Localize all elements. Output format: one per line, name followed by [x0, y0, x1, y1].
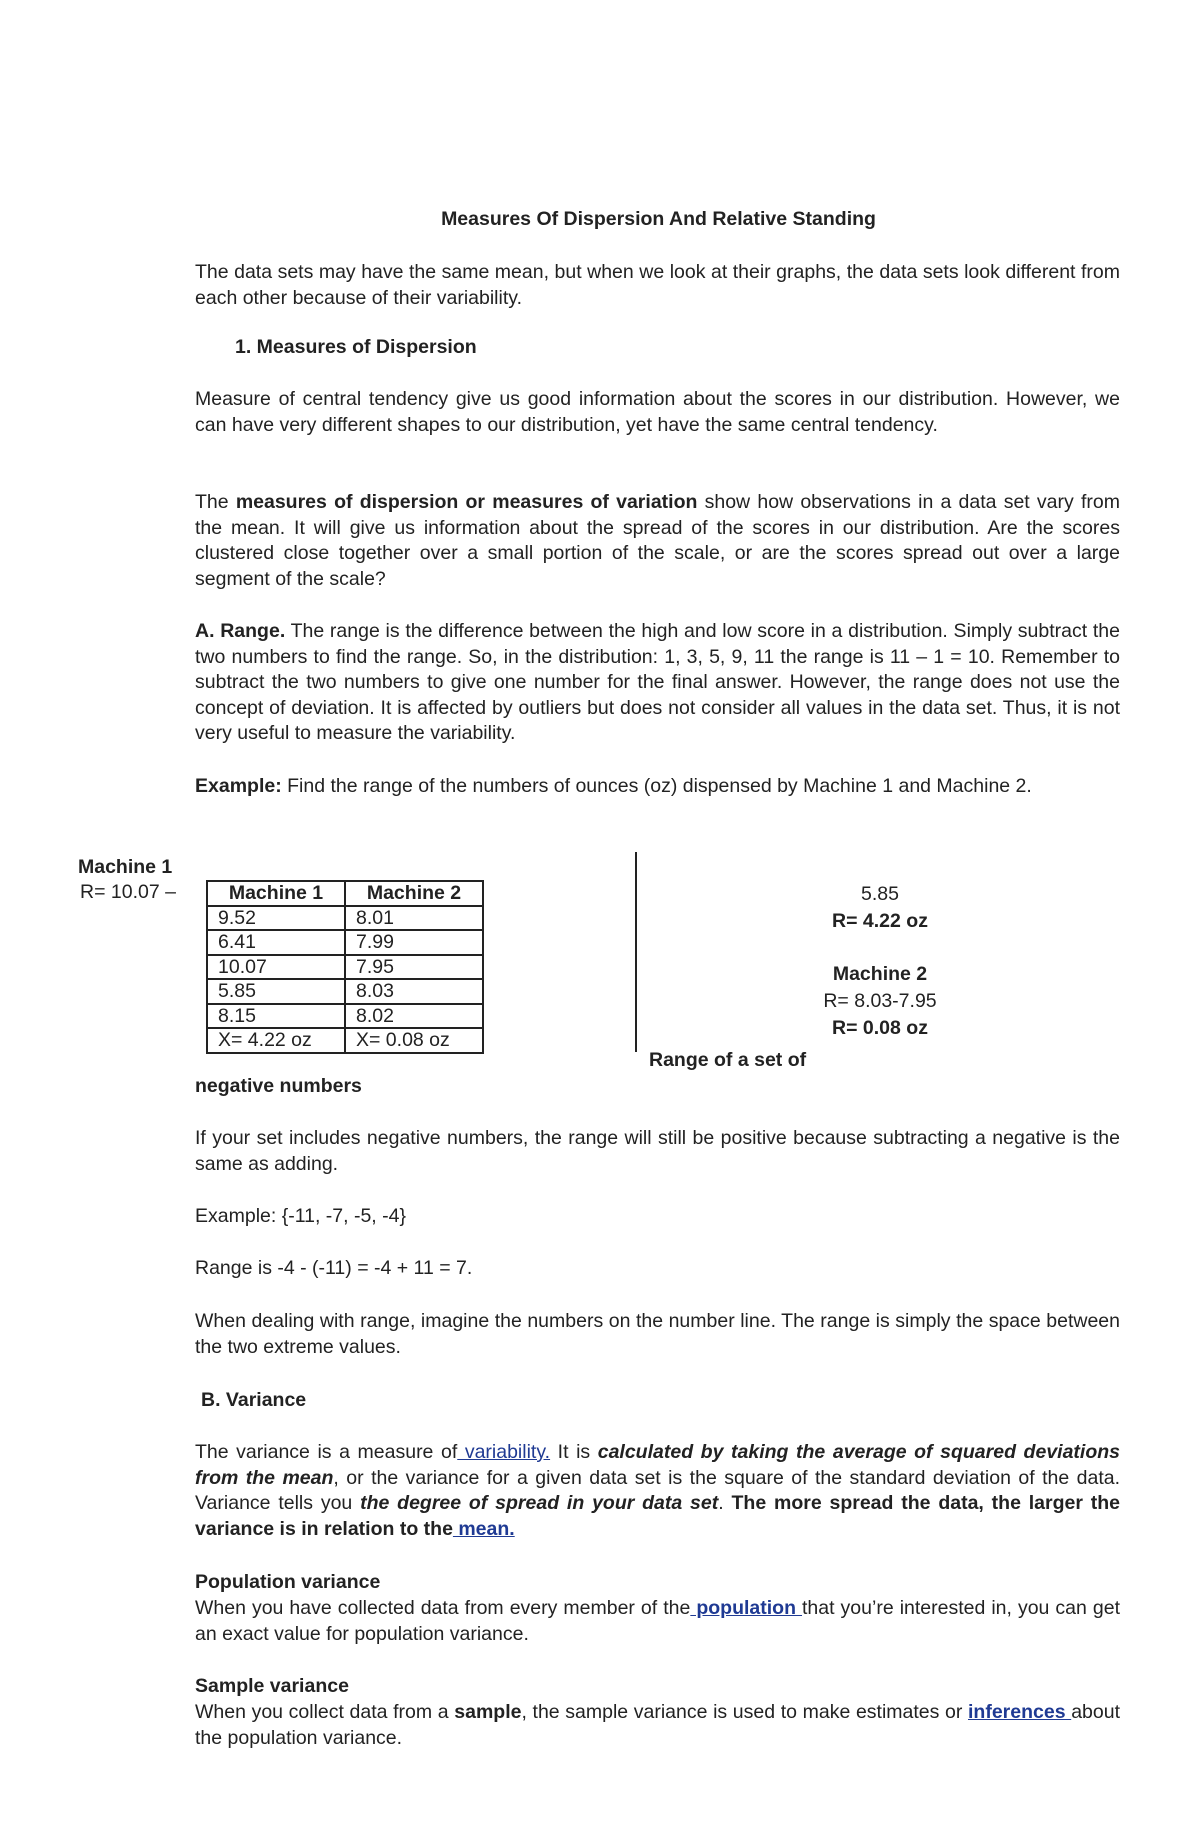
- negative-range: Range is -4 - (-11) = -4 + 11 = 7.: [195, 1257, 473, 1279]
- range-paragraph: [195, 619, 1120, 747]
- page-title: Measures Of Dispersion And Relative Standing: [441, 208, 876, 230]
- central-tendency-paragraph: Measure of central tendency give us good information about the scores in our distribution. However, we can have very different shapes to our distribution, yet have the same central tendency.: [195, 388, 1120, 436]
- variance-bold-sentence: The more spread the data, the larger the variance is in relation to the: [195, 1492, 1120, 1540]
- table-header: Machine 2: [345, 881, 483, 906]
- table-cell: 8.03: [345, 979, 483, 1004]
- left-machine-range: R= 10.07 –: [80, 881, 176, 903]
- population-variance-heading: Population variance: [195, 1571, 381, 1593]
- right-result-1: R= 4.22 oz: [832, 910, 928, 932]
- variance-emphasis-2: the degree of spread in your data set: [360, 1492, 719, 1514]
- inferences-link[interactable]: inferences: [968, 1701, 1072, 1723]
- sample-term: sample: [454, 1701, 522, 1723]
- variance-heading: B. Variance: [201, 1389, 307, 1411]
- range-label: A. Range.: [195, 620, 286, 642]
- range-negative-heading-part2: negative numbers: [195, 1075, 362, 1097]
- range-negative-heading-part1: Range of a set of: [649, 1049, 807, 1071]
- table-cell: 6.41: [207, 930, 345, 955]
- population-variance-paragraph: [195, 1596, 1120, 1647]
- right-machine-2-calc: R= 8.03-7.95: [823, 990, 937, 1012]
- sample-variance-heading: Sample variance: [195, 1675, 349, 1697]
- pop-t1: When you have collected data from every member of the: [195, 1597, 691, 1619]
- example-label: Example:: [195, 775, 282, 797]
- example-text: Find the range of the numbers of ounces (oz) dispensed by Machine 1 and Machine 2.: [281, 775, 1032, 797]
- mean-link[interactable]: mean.: [452, 1517, 515, 1540]
- left-machine-label: Machine 1: [78, 856, 173, 878]
- intro-paragraph: The data sets may have the same mean, but when we look at their graphs, the data sets look different from each other because of their variability.: [195, 261, 1120, 309]
- example-paragraph: [195, 774, 1120, 800]
- range-text: The range is the difference between the high and low score in a distribution. Simply subtract the two numbers to find the range. So, in the distribution: 1, 3, 5, 9, 11 the range is 11 – 1 = 10. Remember to subtract the two numbers to give one number for the final answer. However, the range does not use the concept of deviation. It is affected by outliers but does not consider all values in the data set. Thus, it is not very useful to measure the variability.: [195, 620, 1120, 744]
- measures-term: measures of dispersion or measures of variation: [235, 491, 698, 513]
- table-row: [207, 1028, 483, 1053]
- table-cell: X= 0.08 oz: [345, 1028, 483, 1053]
- section-heading-dispersion: 1. Measures of Dispersion: [235, 336, 477, 358]
- measures-paragraph: [195, 490, 1120, 592]
- table-cell: 7.99: [345, 930, 483, 955]
- number-line-paragraph: When dealing with range, imagine the numbers on the number line. The range is simply the space between the two extreme values.: [195, 1310, 1120, 1358]
- sample-t3: about the population variance.: [195, 1701, 1120, 1749]
- variance-t4: .: [718, 1492, 732, 1514]
- right-value: 5.85: [861, 883, 899, 905]
- table-cell: 8.15: [207, 1004, 345, 1029]
- measures-lead: The: [195, 491, 236, 513]
- table-header-row: [207, 881, 483, 906]
- variance-t3: , or the variance for a given data set is the square of the standard deviation of the data. Variance tells you: [195, 1466, 1121, 1514]
- sample-t2: , the sample variance is used to make estimates or: [521, 1701, 968, 1723]
- table-cell: 7.95: [345, 955, 483, 980]
- table-cell: 8.01: [345, 906, 483, 931]
- table-row: [207, 906, 483, 931]
- population-link[interactable]: population: [690, 1597, 803, 1619]
- variance-t1: The variance is a measure of: [195, 1441, 458, 1463]
- variance-t2: It is: [550, 1441, 598, 1463]
- table-header: Machine 1: [207, 881, 345, 906]
- negative-example: Example: {-11, -7, -5, -4}: [195, 1205, 406, 1227]
- table-cell: 5.85: [207, 979, 345, 1004]
- variability-link[interactable]: variability.: [457, 1441, 551, 1463]
- right-result-2: R= 0.08 oz: [832, 1017, 928, 1039]
- table-row: [207, 979, 483, 1004]
- variance-emphasis-1: calculated by taking the average of squared deviations from the mean: [195, 1441, 1121, 1489]
- pop-t2: that you’re interested in, you can get an exact value for population variance.: [195, 1597, 1120, 1645]
- table-cell: 10.07: [207, 955, 345, 980]
- vertical-divider: [635, 852, 637, 1052]
- table-cell: 8.02: [345, 1004, 483, 1029]
- table-cell: X= 4.22 oz: [207, 1028, 345, 1053]
- negative-paragraph: If your set includes negative numbers, the range will still be positive because subtracting a negative is the same as adding.: [195, 1127, 1120, 1175]
- table-cell: 9.52: [207, 906, 345, 931]
- right-machine-2-label: Machine 2: [832, 963, 928, 985]
- sample-variance-paragraph: [195, 1700, 1120, 1751]
- sample-t1: When you collect data from a: [195, 1701, 455, 1723]
- table-row: [207, 930, 483, 955]
- machines-table: [206, 880, 484, 1054]
- table-row: [207, 1004, 483, 1029]
- measures-rest: show how observations in a data set vary from the mean. It will give us information about the spread of the scores in our distribution. Are the scores clustered close together over a small portion of the scale, or are the scores spread out over a large segment of the scale?: [195, 491, 1120, 590]
- table-row: [207, 955, 483, 980]
- variance-paragraph: [195, 1440, 1120, 1542]
